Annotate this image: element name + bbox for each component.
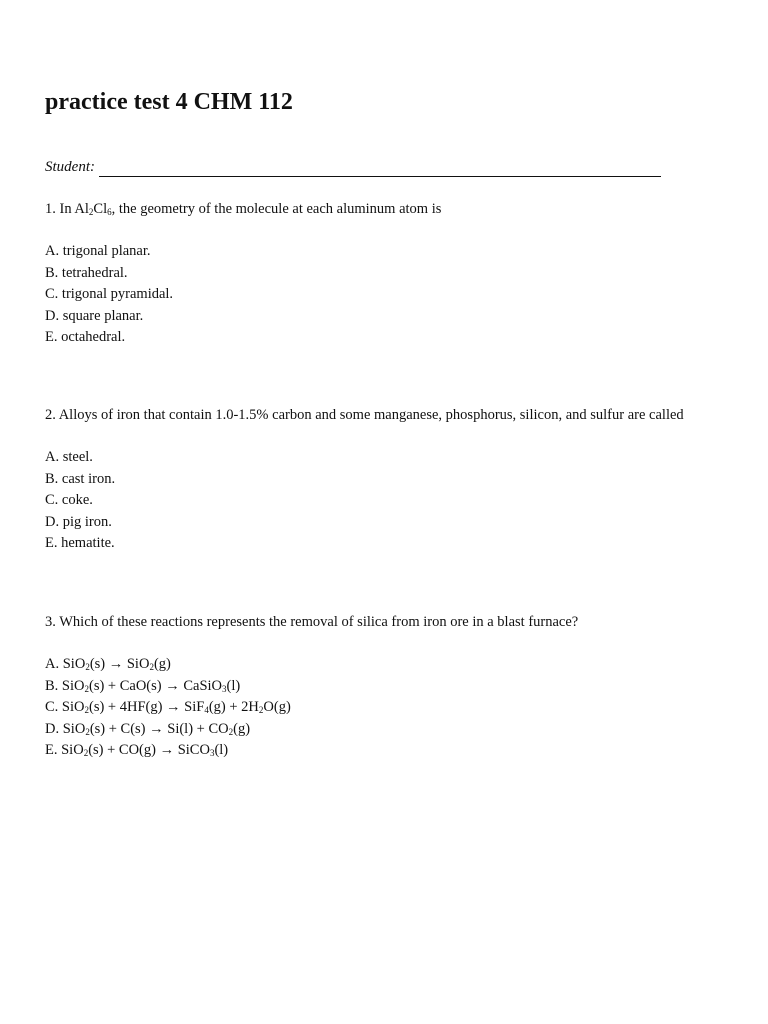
question-2-number: 2. <box>45 407 56 423</box>
choice-a: A. trigonal planar. <box>45 243 151 259</box>
page-title: practice test 4 CHM 112 <box>45 89 293 115</box>
choice-e: E. octahedral. <box>45 329 126 345</box>
choice-b: B. cast iron. <box>45 470 116 487</box>
question-3 <box>45 612 745 762</box>
choice-d: D. pig iron. <box>45 513 112 530</box>
question-2 <box>45 405 745 555</box>
question-2-text: 2. Alloys of iron that contain 1.0-1.5% carbon and some manganese, phosphorus, silicon, and sulfur are called <box>45 407 684 423</box>
choice-a: A. steel. <box>45 449 93 465</box>
choice-b: B. tetrahedral. <box>45 264 128 281</box>
choice-d: D. $SiO_2(s) + C(s) \to Si(l) + CO_2(g)$ <box>45 720 251 737</box>
question-3-choices <box>45 654 745 762</box>
question-1-number: 1. <box>45 201 56 217</box>
question-3-text: 3. Which of these reactions represents the removal of silica from iron ore in a blast furnace? <box>45 614 579 630</box>
question-3-number: 3. <box>45 614 56 630</box>
question-1 <box>45 199 745 349</box>
choice-d: D. square planar. <box>45 307 144 324</box>
question-2-choices <box>45 447 745 555</box>
student-label: Student: <box>45 159 95 175</box>
choice-c: C. trigonal pyramidal. <box>45 286 174 302</box>
choice-c: C. coke. <box>45 492 93 508</box>
student-name-blank <box>99 162 661 177</box>
student-name-line <box>45 157 661 177</box>
choice-e: E. hematite. <box>45 535 115 551</box>
question-1-text: 1. In $Al_2Cl_6$, the geometry of the molecule at each aluminum atom is <box>45 201 442 217</box>
choice-b: B. SiO$_2$(s) + CaO(s) → CaSiO$_3$(l) <box>45 677 241 694</box>
choice-e: E. SiO$_2$(s) + CO(g) → SiCO$_3$(l) <box>45 742 229 758</box>
question-1-choices <box>45 241 745 349</box>
choice-a: A. SiO$_2$(s) → SiO$_2$(g) <box>45 656 171 672</box>
choice-c: C. $SiO_2(s) + 4HF(g) \to SiF_4(g) + 2H_2O(g)$ <box>45 699 291 715</box>
